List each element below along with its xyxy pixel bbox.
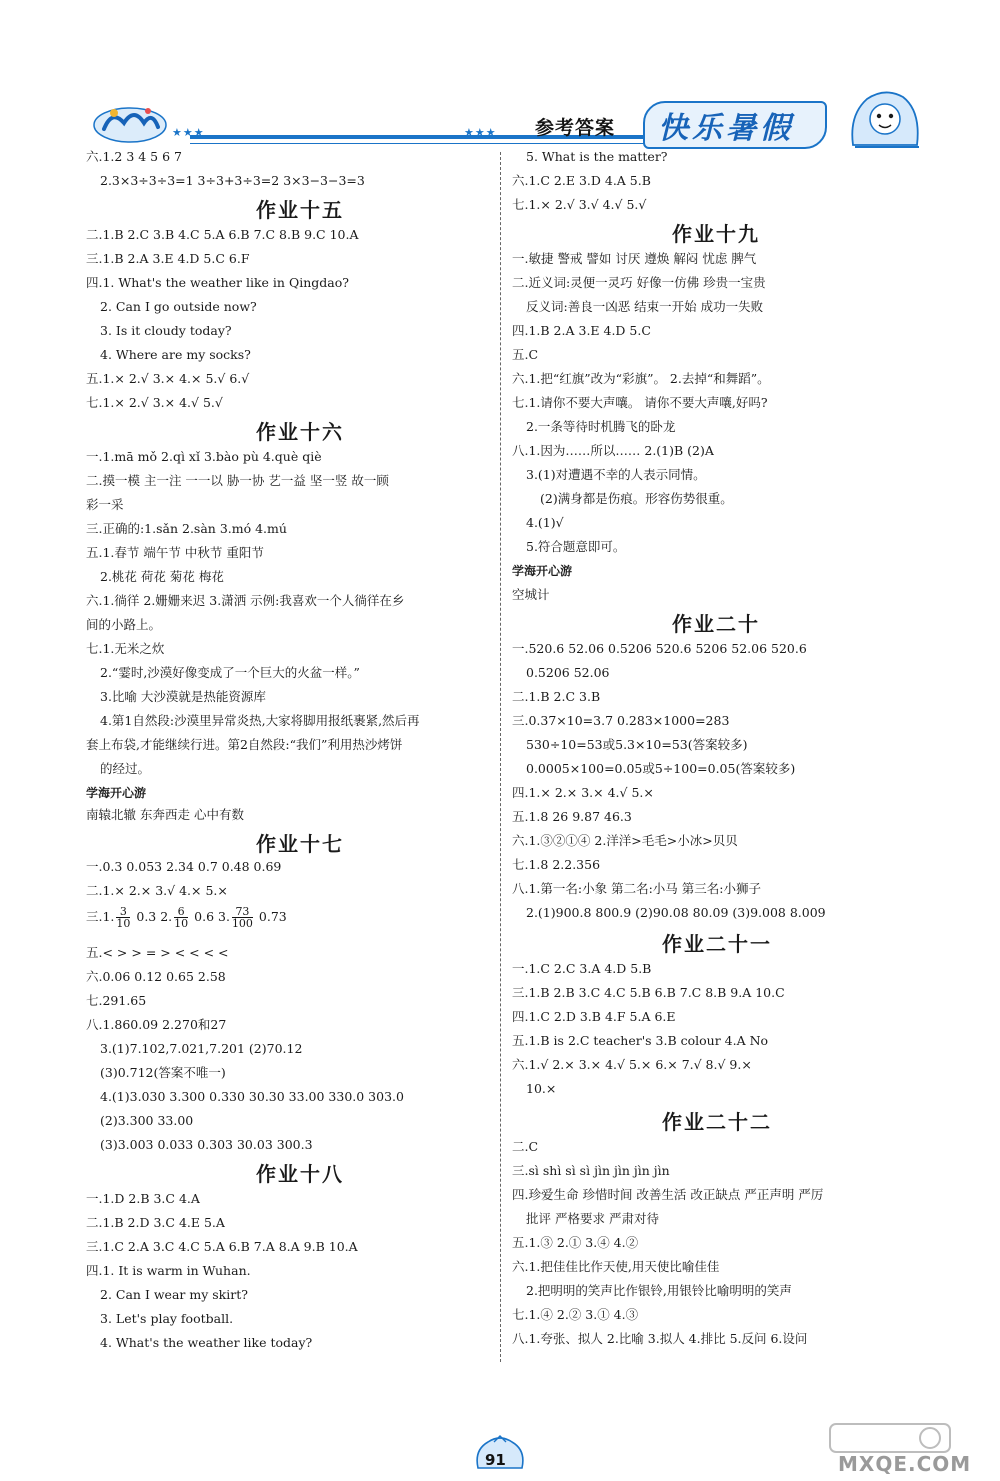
answer-line: 3. Is it cloudy today? <box>100 323 232 338</box>
answer-line: 二.1.B 2.D 3.C 4.E 5.A <box>86 1215 225 1230</box>
answer-line: 七.1.× 2.√ 3.× 4.√ 5.√ <box>86 395 223 410</box>
answer-line: 六.1.把佳佳比作天使,用天使比喻佳佳 <box>512 1259 720 1274</box>
answer-line: 2.(1)900.8 800.9 (2)90.08 80.09 (3)9.008 8.009 <box>526 905 826 920</box>
assignment-title: 作业十八 <box>256 1162 344 1186</box>
answer-line: 三.1.C 2.A 3.C 4.C 5.A 6.B 7.A 8.A 9.B 10.A <box>86 1239 358 1254</box>
answer-line: 五.< > > = > < < < < <box>86 945 229 960</box>
answer-line: 八.1.第一名:小象 第二名:小马 第三名:小狮子 <box>512 881 761 896</box>
assignment-title: 作业十五 <box>256 198 344 222</box>
section-subtitle: 学海开心游 <box>512 564 573 578</box>
answer-line: (2)满身都是伤痕。形容伤势很重。 <box>540 491 733 506</box>
answer-line: 反义词:善良一凶恶 结束一开始 成功一失败 <box>526 299 764 314</box>
answer-line: 4.第1自然段:沙漠里异常炎热,大家将脚用报纸裹紧,然后再 <box>100 713 420 728</box>
answer-line: 三.sì shì sì sì jìn jìn jìn jìn <box>512 1163 670 1178</box>
fraction: $\frac{73}{100}$ <box>231 905 253 930</box>
answer-line: 二.近义词:灵便一灵巧 好像一仿佛 珍贵一宝贵 <box>512 275 766 290</box>
answer-line: 4. What's the weather like today? <box>100 1335 313 1350</box>
answer-line: 五.1.③ 2.① 3.④ 4.② <box>512 1235 639 1250</box>
assignment-title: 作业十六 <box>256 420 344 444</box>
answer-line: 七.1.8 2.2.356 <box>512 857 601 872</box>
answer-line: (3)3.003 0.033 0.303 30.03 300.3 <box>100 1137 313 1152</box>
answer-line: 南辕北辙 东奔西走 心中有数 <box>86 807 244 822</box>
answer-line: 五.1.8 26 9.87 46.3 <box>512 809 632 824</box>
assignment-title: 作业十九 <box>672 222 760 246</box>
answer-line: (2)3.300 33.00 <box>100 1113 194 1128</box>
cartoon-mascot-icon <box>845 85 925 155</box>
answer-line: 一.0.3 0.053 2.34 0.7 0.48 0.69 <box>86 859 282 874</box>
answer-line: 间的小路上。 <box>86 617 162 632</box>
answer-line: 四.1. What's the weather like in Qingdao? <box>86 275 349 290</box>
answer-line: 4.(1)√ <box>526 515 564 530</box>
answer-line: 八.1.860.09 2.270和27 <box>86 1017 227 1032</box>
assignment-title: 作业二十 <box>672 612 760 636</box>
star-ornament-left: ★★★ <box>172 126 205 139</box>
section-label: 参考答案 <box>535 117 616 139</box>
column-divider <box>500 152 501 1362</box>
answer-line: 一.1.D 2.B 3.C 4.A <box>86 1191 200 1206</box>
answer-line: 六.1.徜徉 2.姗姗来迟 3.潇洒 示例:我喜欢一个人徜徉在乡 <box>86 593 405 608</box>
answer-line: 4.(1)3.030 3.300 0.330 30.30 33.00 330.0 303.0 <box>100 1089 404 1104</box>
answer-line: 3.(1)对遭遇不幸的人表示同情。 <box>526 467 706 482</box>
answer-line: 三.1. $\frac{3}{10}$ 0.3 2. $\frac{6}{10}$ 0.6 3. $\frac{73}{100}$ 0.73 <box>86 905 287 930</box>
answer-line: 六.0.06 0.12 0.65 2.58 <box>86 969 226 984</box>
answer-line: 四.1.C 2.D 3.B 4.F 5.A 6.E <box>512 1009 676 1024</box>
answer-line: 三.1.B 2.A 3.E 4.D 5.C 6.F <box>86 251 250 266</box>
answer-line: 七.1.④ 2.② 3.① 4.③ <box>512 1307 639 1322</box>
answer-line: 二.C <box>512 1139 539 1154</box>
answer-line: 一.敏捷 警戒 譬如 讨厌 遵焕 解闷 忧虑 脾气 <box>512 251 757 266</box>
answer-line: 530÷10=53或5.3×10=53(答案较多) <box>526 737 748 752</box>
answer-line: 彩一采 <box>86 497 124 512</box>
page-header <box>80 95 920 155</box>
section-subtitle: 学海开心游 <box>86 786 147 800</box>
answer-line: 四.1. It is warm in Wuhan. <box>86 1263 251 1278</box>
answer-line: 二.1.B 2.C 3.B <box>512 689 601 704</box>
answer-line: 5. What is the matter? <box>526 149 668 164</box>
answer-line: (3)0.712(答案不唯一) <box>100 1065 226 1080</box>
answer-line: 一.1.mā mǒ 2.qì xǐ 3.bào pù 4.què qiè <box>86 449 322 464</box>
answer-line: 3.(1)7.102,7.021,7.201 (2)70.12 <box>100 1041 303 1056</box>
answer-line: 八.1.夸张、拟人 2.比喻 3.拟人 4.排比 5.反问 6.设问 <box>512 1331 808 1346</box>
fraction: $\frac{3}{10}$ <box>116 905 131 930</box>
assignment-title: 作业二十一 <box>662 932 772 956</box>
brand-title: 快乐暑假 <box>658 111 794 146</box>
answer-line: 六.1.2 3 4 5 6 7 <box>86 149 182 164</box>
answer-line: 六.1.C 2.E 3.D 4.A 5.B <box>512 173 651 188</box>
answer-line: 3. Let's play football. <box>100 1311 234 1326</box>
answer-line: 2.把明明的笑声比作银铃,用银铃比喻明明的笑声 <box>526 1283 792 1298</box>
answer-line: 六.1.把“红旗”改为“彩旗”。 2.去掉“和舞蹈”。 <box>512 371 770 386</box>
assignment-title: 作业二十二 <box>662 1110 772 1134</box>
fraction: $\frac{6}{10}$ <box>174 905 189 930</box>
answer-line: 四.珍爱生命 珍惜时间 改善生活 改正缺点 严正声明 严厉 <box>512 1187 824 1202</box>
assignment-title: 作业十七 <box>256 832 344 856</box>
page-number: 91 <box>485 1451 506 1469</box>
answer-line: 10.× <box>526 1081 557 1096</box>
answer-line: 2.3×3÷3÷3=1 3÷3+3÷3=2 3×3−3−3=3 <box>100 173 365 188</box>
answer-line: 七.1.请你不要大声嚷。 请你不要大声嚷,好吗? <box>512 395 768 410</box>
answer-line: 套上布袋,才能继续行进。第2自然段:“我们”利用热沙烤饼 <box>86 737 403 752</box>
answer-line: 3.比喻 大沙漠就是热能资源库 <box>100 689 266 704</box>
answer-line: 0.0005×100=0.05或5÷100=0.05(答案较多) <box>526 761 796 776</box>
answer-line: 四.1.× 2.× 3.× 4.√ 5.× <box>512 785 654 800</box>
answer-line: 五.C <box>512 347 539 362</box>
answer-line: 六.1.③②①④ 2.洋洋>毛毛>小冰>贝贝 <box>512 833 738 848</box>
answer-line: 三.正确的:1.sǎn 2.sàn 3.mó 4.mú <box>86 521 287 536</box>
answer-line: 二.1.B 2.C 3.B 4.C 5.A 6.B 7.C 8.B 9.C 10.A <box>86 227 359 242</box>
answer-line: 2.桃花 荷花 菊花 梅花 <box>100 569 224 584</box>
answer-line: 一.520.6 52.06 0.5206 520.6 5206 52.06 520.6 <box>512 641 807 656</box>
answer-line: 0.5206 52.06 <box>526 665 610 680</box>
answer-line: 2. Can I wear my skirt? <box>100 1287 248 1302</box>
answer-line: 七.1.无米之炊 <box>86 641 165 656</box>
cartoon-logo-icon <box>90 97 168 145</box>
answer-line: 二.摸一模 主一注 一一以 胁一协 艺一益 坚一竖 故一顾 <box>86 473 389 488</box>
answer-line: 三.0.37×10=3.7 0.283×1000=283 <box>512 713 730 728</box>
answer-line: 空城计 <box>512 587 550 602</box>
answer-line: 五.1.× 2.√ 3.× 4.× 5.√ 6.√ <box>86 371 250 386</box>
answer-line: 2.一条等待时机腾飞的卧龙 <box>526 419 676 434</box>
answer-line: 2.“霎时,沙漠好像变成了一个巨大的火盆一样。” <box>100 665 360 680</box>
answer-line: 七.1.× 2.√ 3.√ 4.√ 5.√ <box>512 197 647 212</box>
answer-line: 六.1.√ 2.× 3.× 4.√ 5.× 6.× 7.√ 8.√ 9.× <box>512 1057 752 1072</box>
answer-line: 二.1.× 2.× 3.√ 4.× 5.× <box>86 883 228 898</box>
answer-line: 三.1.B 2.B 3.C 4.C 5.B 6.B 7.C 8.B 9.A 10.C <box>512 985 785 1000</box>
answer-line: 4. Where are my socks? <box>100 347 251 362</box>
header-rule-thin <box>190 143 680 144</box>
answer-line: 批评 严格要求 严肃对待 <box>526 1211 659 1226</box>
answer-line: 四.1.B 2.A 3.E 4.D 5.C <box>512 323 651 338</box>
star-ornament-middle: ★★★ <box>464 126 497 139</box>
answer-line: 一.1.C 2.C 3.A 4.D 5.B <box>512 961 652 976</box>
answer-line: 五.1.B is 2.C teacher's 3.B colour 4.A No <box>512 1033 769 1048</box>
watermark-text: MXQE.COM <box>838 1452 972 1476</box>
answer-line: 五.1.春节 端午节 中秋节 重阳节 <box>86 545 264 560</box>
answer-line: 七.291.65 <box>86 993 147 1008</box>
answer-line: 2. Can I go outside now? <box>100 299 257 314</box>
answer-line: 5.符合题意即可。 <box>526 539 626 554</box>
answer-line: 的经过。 <box>100 761 151 776</box>
answer-line: 八.1.因为……所以…… 2.(1)B (2)A <box>512 443 714 458</box>
